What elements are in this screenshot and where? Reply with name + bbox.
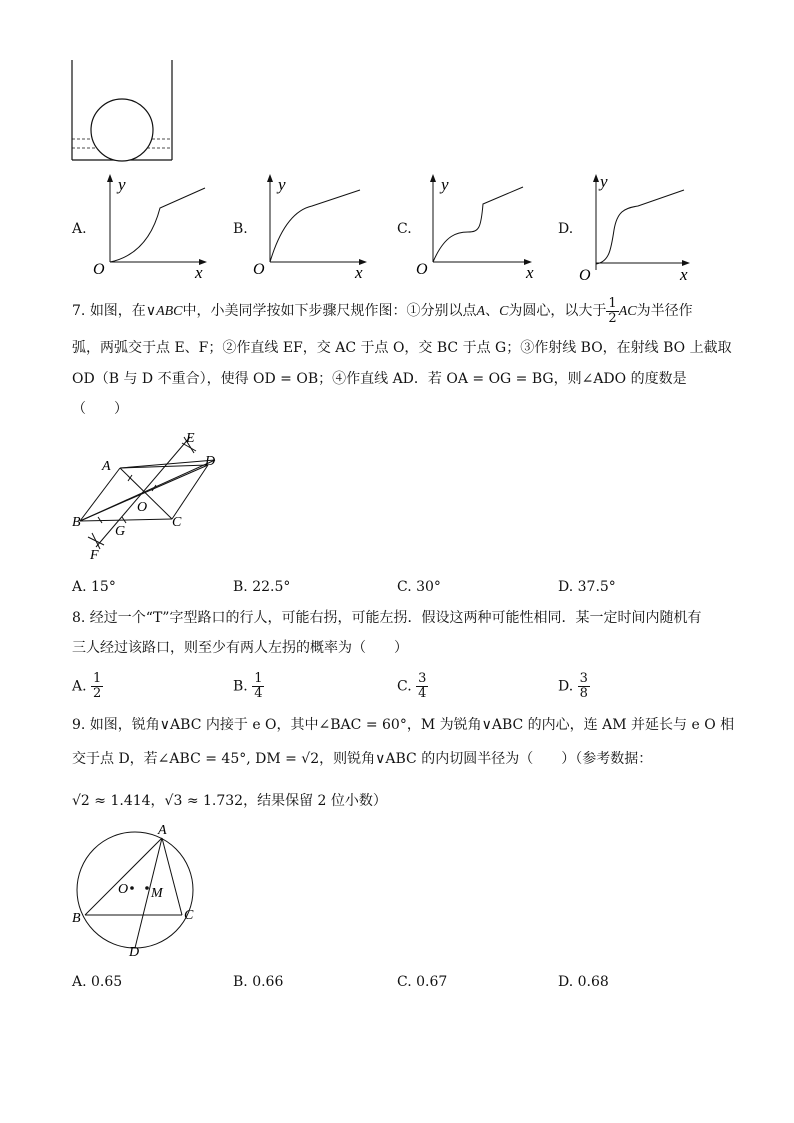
parallelogram-figure [60,425,230,565]
q8-option-b[interactable]: B. $\frac{1}{4}$ [233,671,263,701]
origin-label: O [416,261,428,278]
y-axis-label: y [278,175,286,194]
graph-c [413,170,543,280]
q8-option-d[interactable]: D. $\frac{3}{8}$ [558,671,588,701]
q8-option-c[interactable]: C. $\frac{3}{4}$ [397,671,427,701]
q9-option-b[interactable]: B. 0.66 [233,974,284,990]
point-d-label: D [129,945,140,960]
q9-line3: √2 ≈ 1.414，√3 ≈ 1.732，结果保留 2 位小数） [72,793,387,809]
graph-d [576,170,701,282]
cup-figure [60,55,190,170]
point-a-label: A [158,823,167,838]
q9-line1: 9. 如图，锐角∨ABC 内接于 e O，其中∠BAC = 60°，M 为锐角∨ABC 的内心，连 AM 并延长与 e O 相 [72,717,735,733]
graph-a [90,170,215,280]
q8-line2: 三人经过该路口，则至少有两人左拐的概率为（ ） [72,640,408,656]
point-b-label: B [72,515,81,530]
point-f-label: F [90,548,99,563]
q8-line1: 8. 经过一个“T”字型路口的行人，可能右拐，可能左拐．假设这两种可能性相同．某一定时间内随机有 [72,610,702,626]
circle-triangle-figure [60,820,210,960]
q7-line2: 弧，两弧交于点 E、F；②作直线 EF，交 AC 于点 O，交 BC 于点 G；③作射线 BO，在射线 BO 上截取 [72,340,732,356]
q9-option-d[interactable]: D. 0.68 [558,974,609,990]
q7-option-a[interactable]: A. 15° [72,579,116,595]
y-axis-label: y [118,175,126,194]
point-e-label: E [186,431,195,446]
point-d-label: D [205,454,216,469]
q6-option-d[interactable]: D. [558,221,574,237]
q7-option-b[interactable]: B. 22.5° [233,579,291,595]
q8-option-a[interactable]: A. $\frac{1}{2}$ [72,671,102,701]
q6-option-b[interactable]: B. [233,221,248,237]
y-axis-label: y [441,175,449,194]
q7-answer-paren: （ ） [72,401,128,417]
point-a-label: A [102,459,111,474]
point-b-label: B [72,911,81,926]
q7-option-d[interactable]: D. 37.5° [558,579,616,595]
origin-label: O [579,267,591,282]
graph-b [250,170,375,280]
q6-option-a[interactable]: A. [72,221,87,237]
center-o-dot [130,886,134,890]
y-axis-label: y [600,172,608,191]
fraction-one-half: $\frac{1}{2}$ [608,295,617,326]
point-c-label: C [184,908,194,923]
q7-option-c[interactable]: C. 30° [397,579,441,595]
point-o-label: O [118,882,129,897]
origin-label: O [253,261,265,278]
q9-line2: 交于点 D，若∠ABC = 45°, DM = √2，则锐角∨ABC 的内切圆半径为（ ）（参考数据： [72,751,653,767]
point-g-label: G [115,524,126,539]
x-axis-label: x [195,263,203,280]
x-axis-label: x [680,265,688,282]
q6-option-c[interactable]: C. [397,221,412,237]
q7-line1: 7. 如图，在∨ABC中，小美同学按如下步骤尺规作图：①分别以点A、C为圆心，以大于 $\frac{1}{2}$ AC为半径作 [72,295,693,326]
q7-line3: OD（B 与 D 不重合），使得 OD = OB；④作直线 AD．若 OA = OG = BG，则∠ADO 的度数是 [72,371,687,387]
point-c-label: C [172,515,182,530]
incenter-m-dot [145,886,149,890]
point-m-label: M [151,886,163,901]
q9-option-a[interactable]: A. 0.65 [72,974,123,990]
point-o-label: O [137,500,148,515]
q9-option-c[interactable]: C. 0.67 [397,974,448,990]
x-axis-label: x [355,263,363,280]
origin-label: O [93,261,105,278]
x-axis-label: x [526,263,534,280]
